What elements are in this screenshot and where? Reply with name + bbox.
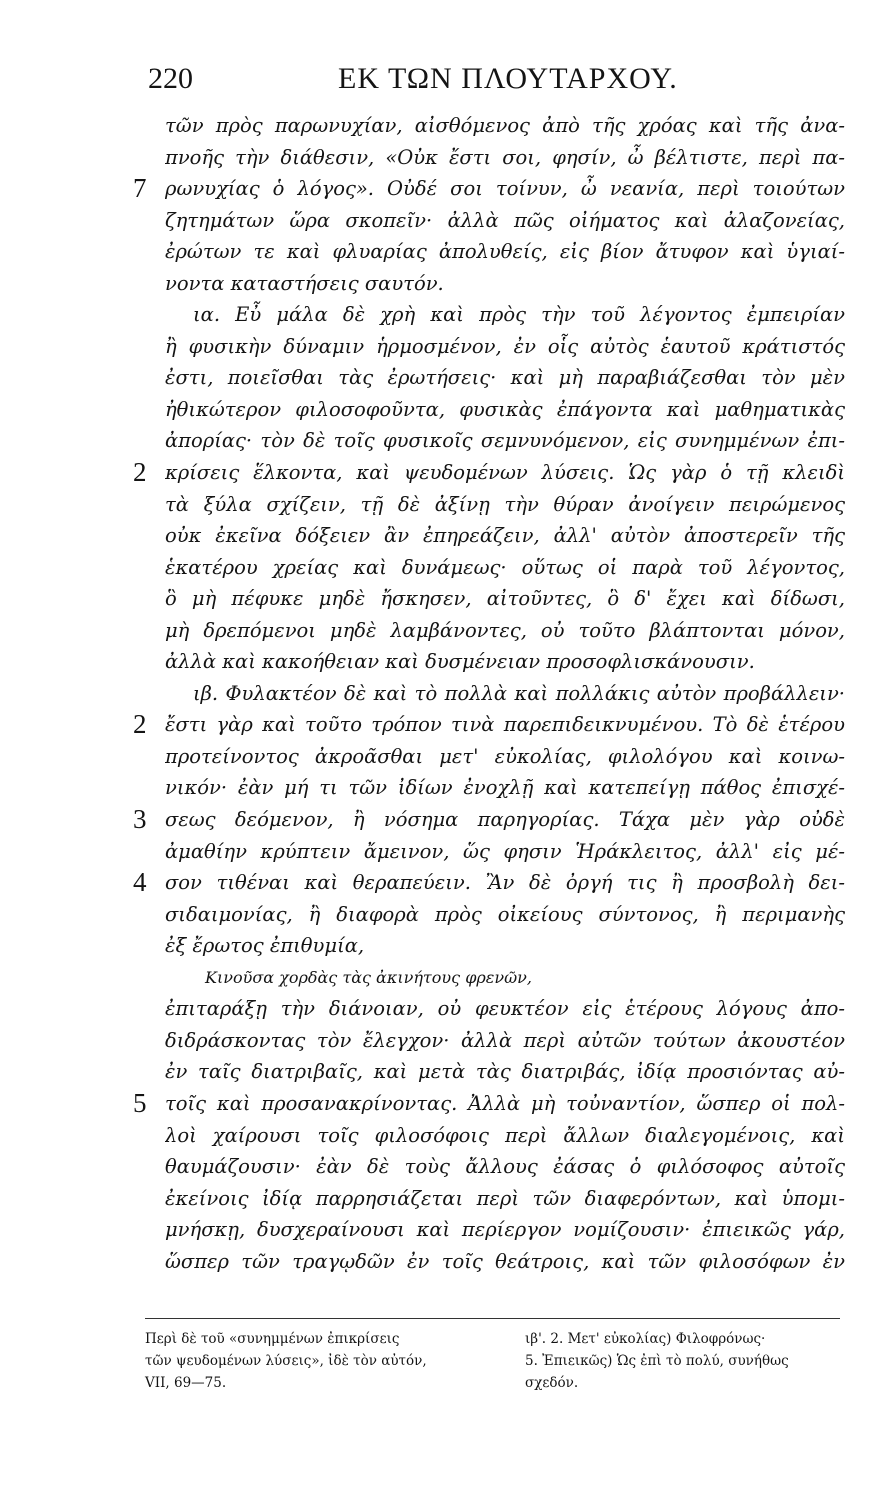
text-line: ἐρώτων τε καὶ φλυαρίας ἀπολυθείς, εἰς βίον ἄτυφον καὶ ὑγιαί-: [165, 240, 845, 264]
text-line: ρωνυχίας ὁ λόγος». Οὐδέ σοι τοίνυν, ὦ νεανία, περὶ τοιούτων: [165, 177, 845, 201]
footnote-line: σχεδόν.: [525, 1375, 579, 1391]
text-line: ἐστι, ποιεῖσθαι τὰς ἐρωτήσεις· καὶ μὴ παραβιάζεσθαι τὸν μὲν: [165, 366, 845, 390]
text-line: ἐκείνοις ἰδίᾳ παρρησιάζεται περὶ τῶν διαφερόντων, καὶ ὑπομι-: [165, 1186, 845, 1210]
margin-number: 2: [133, 457, 147, 488]
footnote-right-column: [525, 1328, 845, 1394]
text-line: ἔστι γὰρ καὶ τοῦτο τρόπον τινὰ παρεπιδεικνυμένου. Τὸ δὲ ἑτέρου: [165, 713, 845, 737]
margin-number: 7: [133, 173, 147, 204]
text-line: θαυμάζουσιν· ἐὰν δὲ τοὺς ἄλλους ἐάσας ὁ φιλόσοφος αὐτοῖς: [165, 1155, 845, 1179]
text-line: μὴ δρεπόμενοι μηδὲ λαμβάνοντες, οὐ τοῦτο βλάπτονται μόνον,: [165, 618, 845, 642]
text-line: οὐκ ἐκεῖνα δόξειεν ἂν ἐπηρεάζειν, ἀλλ' αὐτὸν ἀποστερεῖν τῆς: [165, 524, 845, 548]
text-line: ἀπορίας· τὸν δὲ τοῖς φυσικοῖς σεμνυνόμενον, εἰς συνημμένων ἐπι-: [165, 429, 845, 453]
text-line: ιβ. Φυλακτέον δὲ καὶ τὸ πολλὰ καὶ πολλάκις αὐτὸν προβάλλειν·: [193, 681, 845, 705]
text-line: ὃ μὴ πέφυκε μηδὲ ἤσκησεν, αἰτοῦντες, ὃ δ' ἔχει καὶ δίδωσι,: [165, 587, 845, 611]
footnote-line: 5. Ἐπιεικῶς) Ὡς ἐπὶ τὸ πολύ, συνήθως: [525, 1353, 789, 1369]
text-line: ἑκατέρου χρείας καὶ δυνάμεως· οὕτως οἱ παρὰ τοῦ λέγοντος,: [165, 555, 845, 579]
text-line: προτείνοντος ἀκροᾶσθαι μετ' εὐκολίας, φιλολόγου καὶ κοινω-: [165, 744, 845, 768]
text-line: σιδαιμονίας, ἢ διαφορὰ πρὸς οἰκείους σύντονος, ἢ περιμανὴς: [165, 902, 845, 926]
text-line: ἠθικώτερον φιλοσοφοῦντα, φυσικὰς ἐπάγοντα καὶ μαθηματικὰς: [165, 397, 845, 421]
running-head: ΕΚ ΤΩΝ ΠΛΟΥΤΑΡΧΟΥ.: [338, 62, 678, 95]
text-line: Κινοῦσα χορδὰς τὰς ἀκινήτους φρενῶν,: [205, 967, 532, 987]
text-line: μνήσκῃ, δυσχεραίνουσι καὶ περίεργον νομίζουσιν· ἐπιεικῶς γάρ,: [165, 1218, 845, 1242]
text-line: τὰ ξύλα σχίζειν, τῇ δὲ ἀξίνῃ τὴν θύραν ἀνοίγειν πειρώμενος: [165, 492, 845, 516]
footnote-line: VII, 69—75.: [145, 1375, 227, 1391]
text-line: τῶν πρὸς παρωνυχίαν, αἰσθόμενος ἀπὸ τῆς χρόας καὶ τῆς ἀνα-: [165, 114, 845, 137]
footnote-line: Περὶ δὲ τοῦ «συνημμένων ἐπικρίσεις: [145, 1331, 400, 1347]
text-line: σον τιθέναι καὶ θεραπεύειν. Ἂν δὲ ὀργή τις ἢ προσβολὴ δει-: [165, 871, 845, 895]
margin-number: 4: [133, 867, 147, 898]
text-line: διδράσκοντας τὸν ἔλεγχον· ἀλλὰ περὶ αὐτῶν τούτων ἀκουστέον: [165, 1028, 845, 1052]
page-number: 220: [148, 62, 193, 95]
text-line: σεως δεόμενον, ἢ νόσημα παρηγορίας. Τάχα μὲν γὰρ οὐδὲ: [165, 808, 845, 832]
text-line: ἐπιταράξῃ τὴν διάνοιαν, οὐ φευκτέον εἰς ἑτέρους λόγους ἀπο-: [165, 997, 845, 1021]
margin-number: 2: [133, 709, 147, 740]
text-line: ἀμαθίην κρύπτειν ἄμεινον, ὥς φησιν Ἡράκλειτος, ἀλλ' εἰς μέ-: [165, 839, 845, 863]
text-line: ια. Εὖ μάλα δὲ χρὴ καὶ πρὸς τὴν τοῦ λέγοντος ἐμπειρίαν: [193, 303, 845, 327]
footnote-line: ιβ'. 2. Μετ' εὐκολίας) Φιλοφρόνως·: [525, 1331, 766, 1347]
footnote-left-column: [145, 1328, 485, 1394]
margin-number: 3: [133, 804, 147, 835]
footnote-rule: [145, 1318, 840, 1319]
text-line: πνοῆς τὴν διάθεσιν, «Οὐκ ἔστι σοι, φησίν, ὦ βέλτιστε, περὶ πα-: [165, 145, 845, 169]
footnote-line: τῶν ψευδομένων λύσεις», ἰδὲ τὸν αὐτόν,: [145, 1353, 427, 1369]
text-line: ζητημάτων ὥρα σκοπεῖν· ἀλλὰ πῶς οἰήματος καὶ ἀλαζονείας,: [165, 208, 845, 232]
text-line: κρίσεις ἕλκοντα, καὶ ψευδομένων λύσεις. Ὡς γὰρ ὁ τῇ κλειδὶ: [165, 461, 845, 485]
text-line: ἐν ταῖς διατριβαῖς, καὶ μετὰ τὰς διατριβάς, ἰδίᾳ προσιόντας αὐ-: [165, 1060, 845, 1084]
text-line: τοῖς καὶ προσανακρίνοντας. Ἀλλὰ μὴ τοὐναντίον, ὥσπερ οἱ πολ-: [165, 1091, 845, 1115]
text-line: νοντα καταστήσεις σαυτόν.: [165, 271, 444, 295]
text-line: λοὶ χαίρουσι τοῖς φιλοσόφοις περὶ ἄλλων διαλεγομένοις, καὶ: [165, 1123, 845, 1147]
page-header: [148, 62, 838, 102]
text-line: ἐξ ἔρωτος ἐπιθυμία,: [165, 934, 365, 958]
text-line: νικόν· ἐὰν μή τι τῶν ἰδίων ἐνοχλῇ καὶ κατεπείγῃ πάθος ἐπισχέ-: [165, 776, 845, 800]
text-line: ὥσπερ τῶν τραγῳδῶν ἐν τοῖς θεάτροις, καὶ τῶν φιλοσόφων ἐν: [165, 1249, 845, 1273]
main-text: [165, 110, 845, 1277]
text-line: ἀλλὰ καὶ κακοήθειαν καὶ δυσμένειαν προσοφλισκάνουσιν.: [165, 650, 755, 674]
text-line: ἢ φυσικὴν δύναμιν ἡρμοσμένον, ἐν οἷς αὐτὸς ἑαυτοῦ κράτιστός: [165, 334, 845, 358]
margin-number: 5: [133, 1088, 147, 1119]
